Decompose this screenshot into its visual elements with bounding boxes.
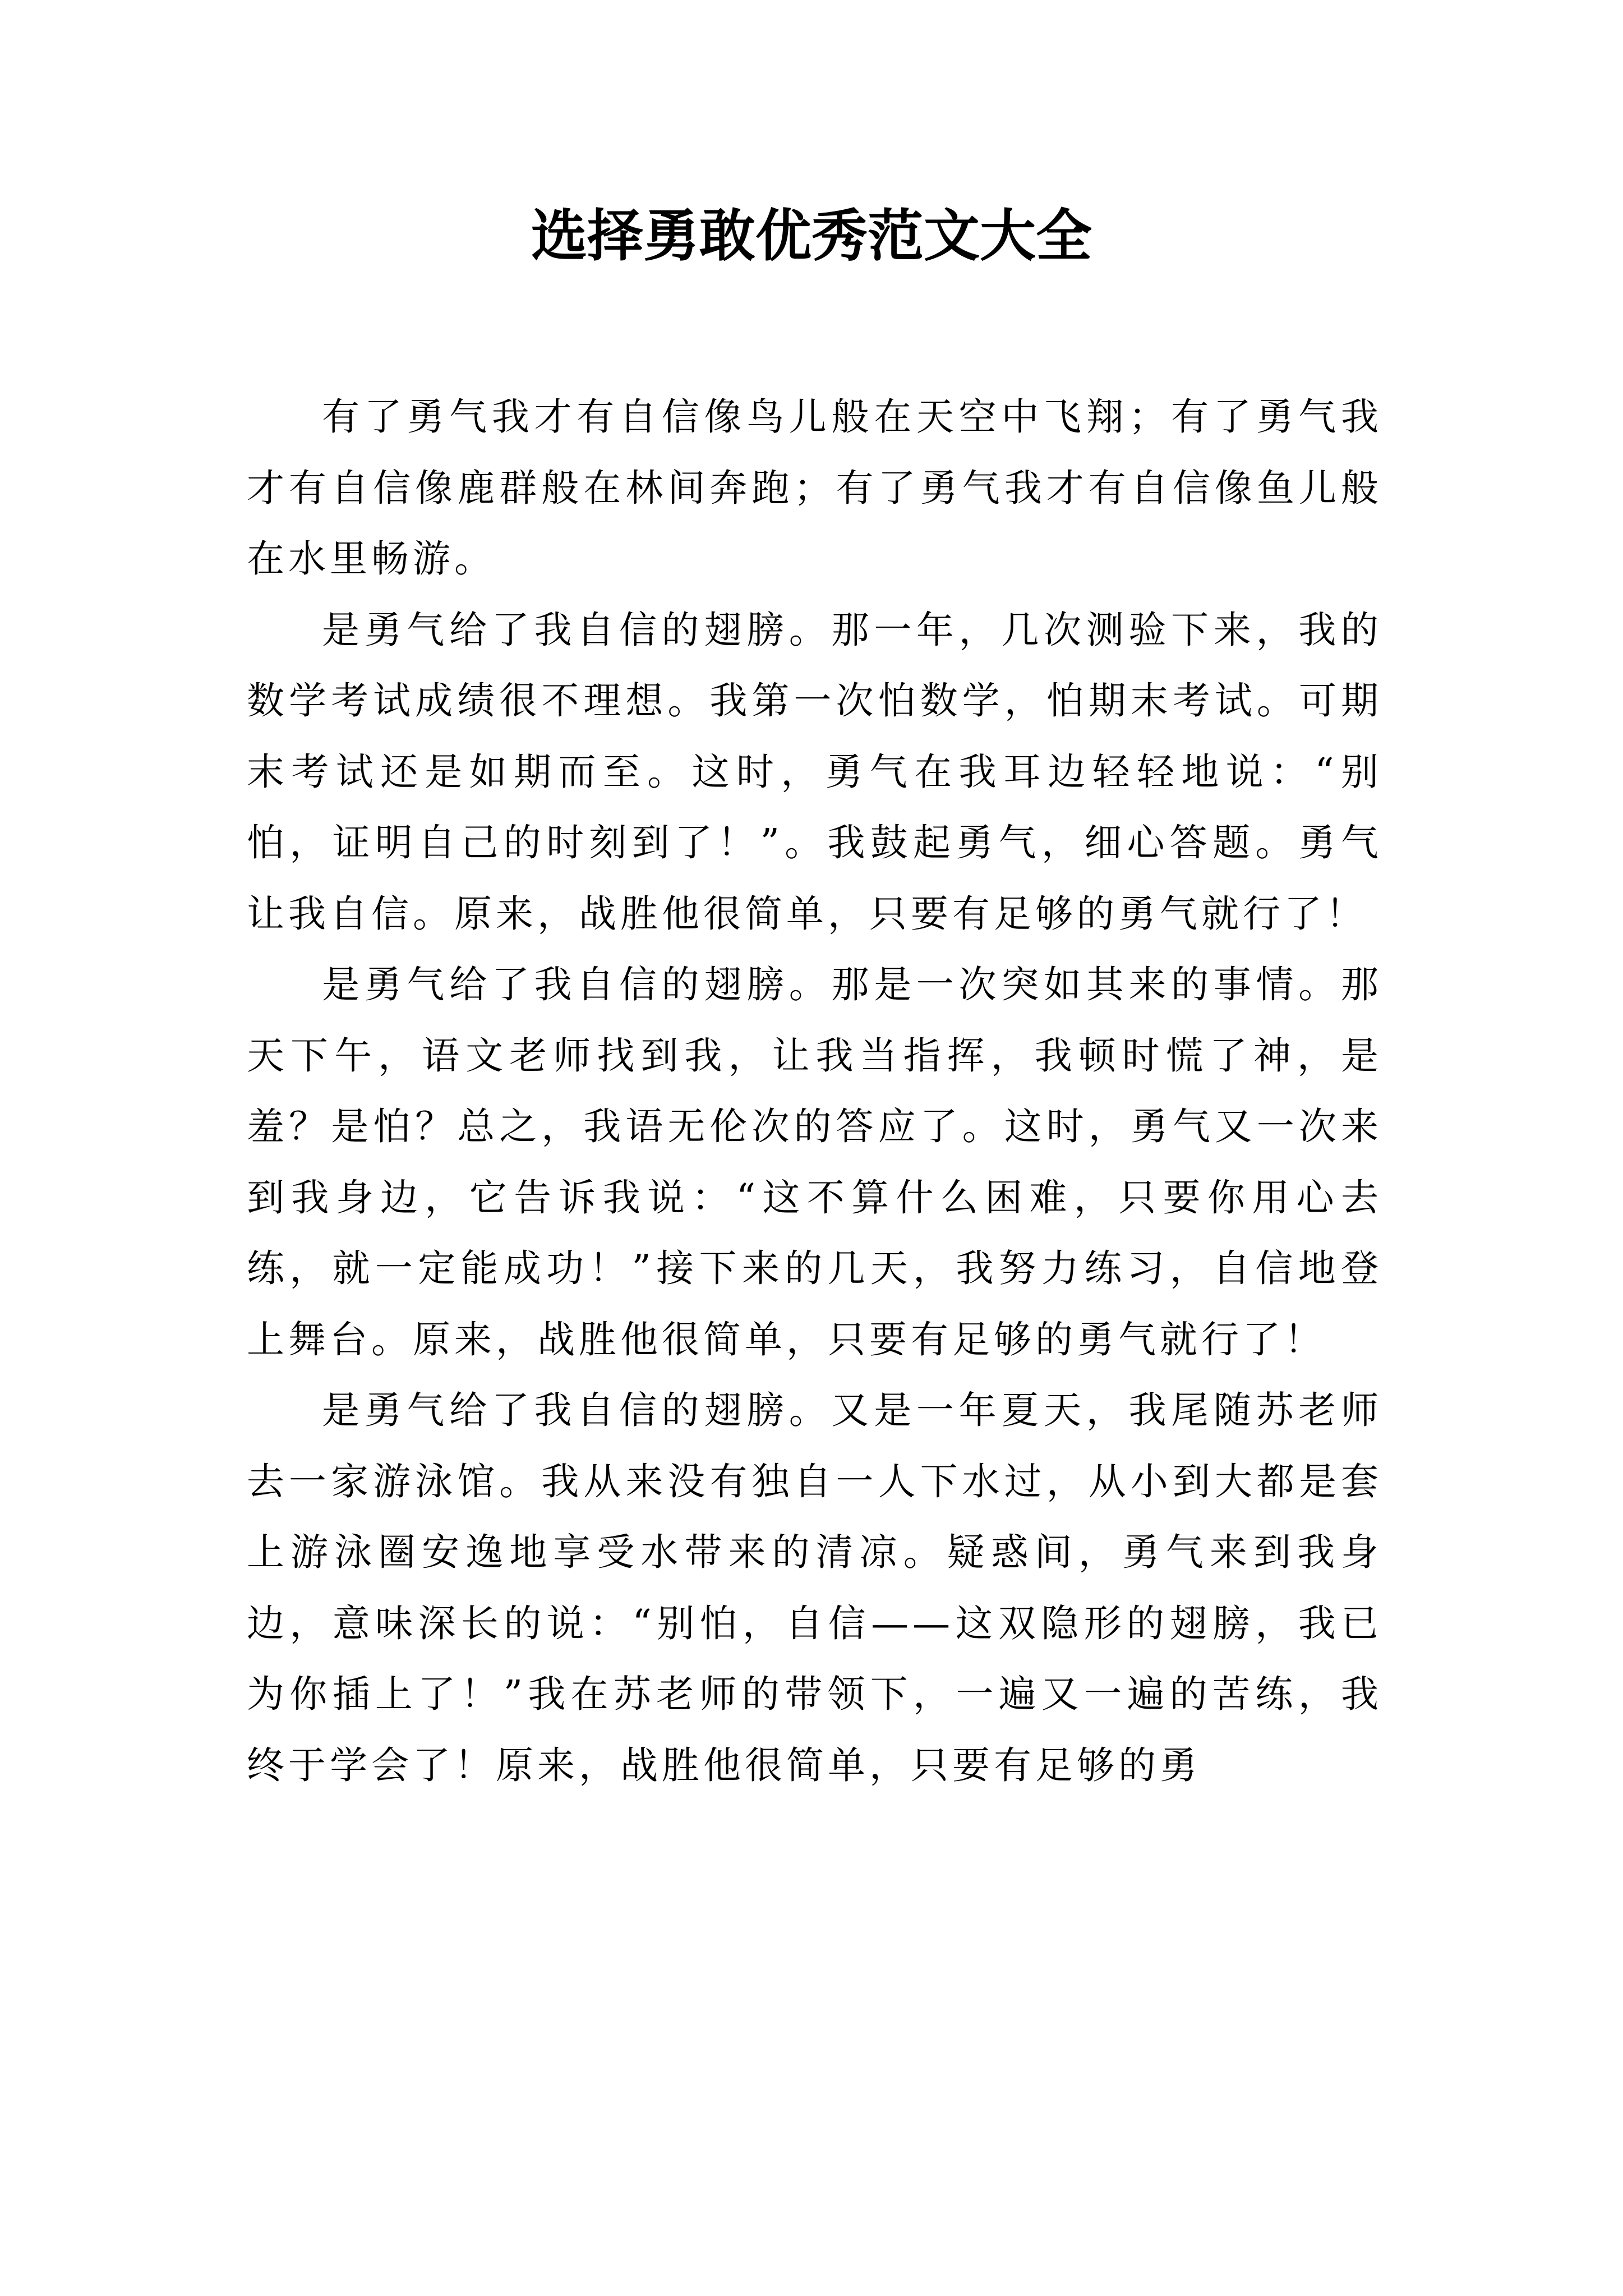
paragraph-1: 有了勇气我才有自信像鸟儿般在天空中飞翔；有了勇气我才有自信像鹿群般在林间奔跑；有了勇气我才有自信像鱼儿般在水里畅游。 [247,395,1382,581]
document-title: 选择勇敢优秀范文大全 [531,203,1092,269]
paragraph-4: 是勇气给了我自信的翅膀。又是一年夏天，我尾随苏老师去一家游泳馆。我从来没有独自一人下水过，从小到大都是套上游泳圈安逸地享受水带来的清凉。疑惑间，勇气来到我身边，意味深长的说：“别怕，自信——这双隐形的翅膀，我已为你插上了！”我在苏老师的带领下，一遍又一遍的苦练，我终于学会了！原来，战胜他很简单，只要有足够的勇 [247,1388,1382,1787]
paragraph-3: 是勇气给了我自信的翅膀。那是一次突如其来的事情。那天下午，语文老师找到我，让我当指挥，我顿时慌了神，是羞？是怕？总之，我语无伦次的答应了。这时，勇气又一次来到我身边，它告诉我说：“这不算什么困难，只要你用心去练，就一定能成功！”接下来的几天，我努力练习，自信地登上舞台。原来，战胜他很简单，只要有足够的勇气就行了！ [247,963,1383,1361]
document-body [247,381,1382,1801]
paragraph-2: 是勇气给了我自信的翅膀。那一年，几次测验下来，我的数学考试成绩很不理想。我第一次怕数学，怕期末考试。可期末考试还是如期而至。这时，勇气在我耳边轻轻地说：“别怕，证明自己的时刻到了！”。我鼓起勇气，细心答题。勇气让我自信。原来，战胜他很简单，只要有足够的勇气就行了！ [247,608,1382,936]
